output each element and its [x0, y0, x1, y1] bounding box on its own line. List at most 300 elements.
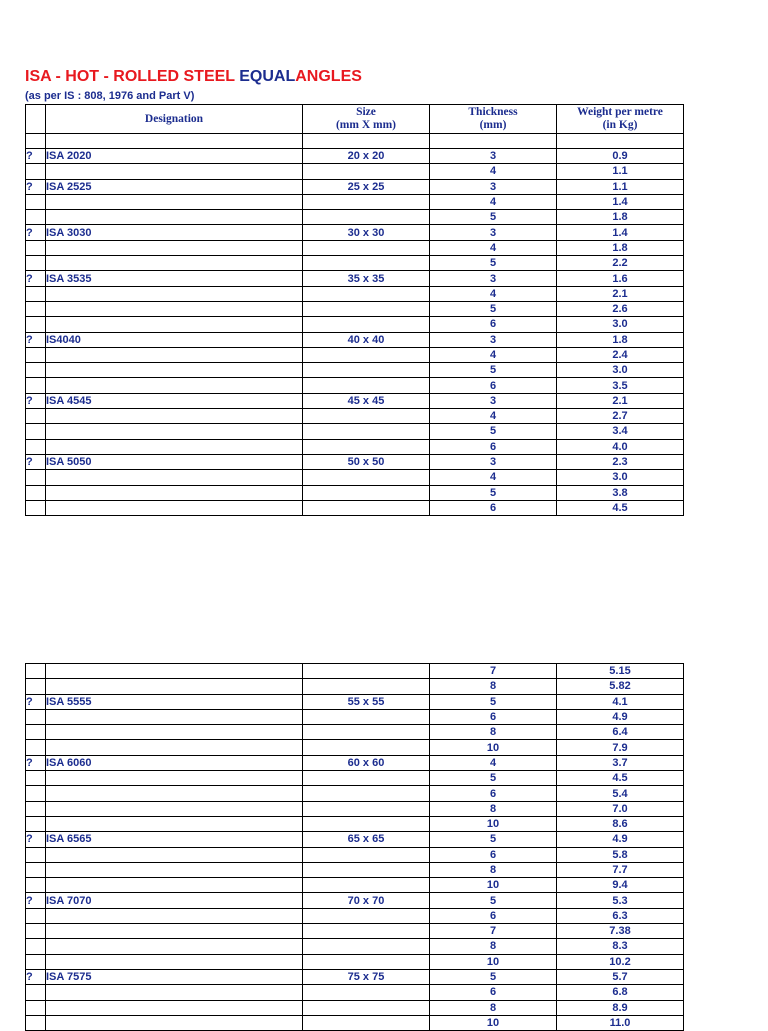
table-row: [26, 332, 684, 347]
table-row: [26, 755, 684, 770]
weight-cell: 3.0: [557, 470, 684, 485]
row-marker: [26, 786, 46, 801]
thickness-cell: 5: [430, 694, 557, 709]
designation-cell: [46, 709, 303, 724]
table-row: [26, 725, 684, 740]
designation-cell: [46, 740, 303, 755]
weight-cell: 4.5: [557, 771, 684, 786]
thickness-cell: 5: [430, 771, 557, 786]
size-cell: [303, 363, 430, 378]
designation-cell: IS4040: [46, 332, 303, 347]
designation-cell: [46, 409, 303, 424]
designation-cell: ISA 3030: [46, 225, 303, 240]
weight-cell: 4.9: [557, 832, 684, 847]
thickness-cell: 4: [430, 240, 557, 255]
designation-cell: [46, 725, 303, 740]
weight-cell: 3.0: [557, 317, 684, 332]
weight-cell: 5.7: [557, 969, 684, 984]
size-cell: 55 x 55: [303, 694, 430, 709]
size-cell: 20 x 20: [303, 149, 430, 164]
size-cell: 35 x 35: [303, 271, 430, 286]
thickness-cell: 3: [430, 271, 557, 286]
designation-cell: [46, 210, 303, 225]
thickness-cell: 10: [430, 740, 557, 755]
weight-cell: 4.9: [557, 709, 684, 724]
row-marker: [26, 924, 46, 939]
table-row: [26, 317, 684, 332]
table-row: [26, 740, 684, 755]
size-cell: [303, 378, 430, 393]
size-cell: [303, 664, 430, 679]
weight-cell: 7.38: [557, 924, 684, 939]
designation-cell: ISA 5555: [46, 694, 303, 709]
table-row: [26, 240, 684, 255]
thickness-cell: 6: [430, 439, 557, 454]
row-marker: [26, 679, 46, 694]
size-cell: [303, 679, 430, 694]
spacer-row: [26, 134, 684, 149]
thickness-cell: 4: [430, 164, 557, 179]
weight-cell: 3.4: [557, 424, 684, 439]
thickness-cell: 8: [430, 725, 557, 740]
table-row: [26, 500, 684, 515]
table-row: [26, 816, 684, 831]
row-marker: [26, 210, 46, 225]
size-cell: [303, 240, 430, 255]
thickness-cell: 6: [430, 500, 557, 515]
table-row: [26, 939, 684, 954]
row-marker: ?: [26, 969, 46, 984]
size-cell: [303, 862, 430, 877]
size-cell: [303, 286, 430, 301]
size-cell: 40 x 40: [303, 332, 430, 347]
weight-cell: 1.8: [557, 332, 684, 347]
weight-cell: 0.9: [557, 149, 684, 164]
row-marker: [26, 740, 46, 755]
table-row: [26, 878, 684, 893]
thickness-cell: 5: [430, 363, 557, 378]
designation-cell: [46, 424, 303, 439]
row-marker: [26, 1000, 46, 1015]
thickness-cell: 4: [430, 470, 557, 485]
size-cell: [303, 470, 430, 485]
row-marker: [26, 286, 46, 301]
designation-cell: [46, 847, 303, 862]
table-row: [26, 847, 684, 862]
size-cell: [303, 709, 430, 724]
weight-cell: 7.0: [557, 801, 684, 816]
weight-cell: 2.7: [557, 409, 684, 424]
row-marker: [26, 725, 46, 740]
thickness-cell: 10: [430, 878, 557, 893]
thickness-cell: 6: [430, 378, 557, 393]
weight-cell: 2.1: [557, 286, 684, 301]
row-marker: [26, 256, 46, 271]
table-row: [26, 470, 684, 485]
row-marker: [26, 954, 46, 969]
weight-cell: 3.7: [557, 755, 684, 770]
table-row: [26, 347, 684, 362]
size-cell: [303, 424, 430, 439]
weight-cell: 8.6: [557, 816, 684, 831]
thickness-cell: 4: [430, 286, 557, 301]
row-marker: [26, 500, 46, 515]
size-cell: 60 x 60: [303, 755, 430, 770]
table-row: [26, 210, 684, 225]
weight-cell: 8.3: [557, 939, 684, 954]
size-cell: [303, 500, 430, 515]
table-row: [26, 363, 684, 378]
thickness-cell: 8: [430, 862, 557, 877]
size-cell: [303, 194, 430, 209]
weight-cell: 1.1: [557, 179, 684, 194]
row-marker: ?: [26, 149, 46, 164]
subtitle: (as per IS : 808, 1976 and Part V): [25, 90, 195, 102]
weight-cell: 9.4: [557, 878, 684, 893]
designation-cell: [46, 786, 303, 801]
thickness-cell: 3: [430, 179, 557, 194]
size-cell: [303, 485, 430, 500]
header-size: Size (mm X mm): [303, 105, 430, 134]
row-marker: [26, 847, 46, 862]
thickness-cell: 5: [430, 893, 557, 908]
header-weight: Weight per metre (in Kg): [557, 105, 684, 134]
designation-cell: [46, 954, 303, 969]
size-cell: [303, 954, 430, 969]
thickness-cell: 8: [430, 679, 557, 694]
thickness-cell: 5: [430, 210, 557, 225]
designation-cell: [46, 164, 303, 179]
designation-cell: [46, 378, 303, 393]
row-marker: [26, 1015, 46, 1030]
row-marker: ?: [26, 179, 46, 194]
size-cell: 70 x 70: [303, 893, 430, 908]
designation-cell: ISA 7575: [46, 969, 303, 984]
thickness-cell: 3: [430, 393, 557, 408]
weight-cell: 8.9: [557, 1000, 684, 1015]
row-marker: [26, 801, 46, 816]
size-cell: 45 x 45: [303, 393, 430, 408]
size-cell: [303, 1000, 430, 1015]
row-marker: [26, 470, 46, 485]
table-row: [26, 908, 684, 923]
table-row: [26, 954, 684, 969]
weight-cell: 4.5: [557, 500, 684, 515]
table-row: [26, 424, 684, 439]
table-row: [26, 893, 684, 908]
table-row: [26, 832, 684, 847]
row-marker: ?: [26, 755, 46, 770]
table-row: [26, 1015, 684, 1030]
table-row: [26, 786, 684, 801]
row-marker: [26, 908, 46, 923]
weight-cell: 1.1: [557, 164, 684, 179]
table-row: [26, 409, 684, 424]
table-row: [26, 985, 684, 1000]
table-header-row: [26, 105, 684, 134]
thickness-cell: 3: [430, 332, 557, 347]
designation-cell: [46, 771, 303, 786]
row-marker: [26, 409, 46, 424]
designation-cell: [46, 286, 303, 301]
row-marker: [26, 862, 46, 877]
row-marker: ?: [26, 271, 46, 286]
thickness-cell: 7: [430, 664, 557, 679]
size-cell: [303, 347, 430, 362]
thickness-cell: 6: [430, 847, 557, 862]
weight-cell: 5.3: [557, 893, 684, 908]
size-cell: [303, 740, 430, 755]
size-cell: 75 x 75: [303, 969, 430, 984]
table-row: [26, 924, 684, 939]
designation-cell: [46, 1015, 303, 1030]
row-marker: [26, 378, 46, 393]
table-row: [26, 709, 684, 724]
row-marker: ?: [26, 454, 46, 469]
table-row: [26, 256, 684, 271]
size-cell: [303, 725, 430, 740]
weight-cell: 5.4: [557, 786, 684, 801]
weight-cell: 7.7: [557, 862, 684, 877]
row-marker: [26, 816, 46, 831]
designation-cell: [46, 878, 303, 893]
size-cell: [303, 301, 430, 316]
size-cell: [303, 771, 430, 786]
table-row: [26, 679, 684, 694]
weight-cell: 5.8: [557, 847, 684, 862]
thickness-cell: 5: [430, 969, 557, 984]
size-cell: [303, 439, 430, 454]
thickness-cell: 4: [430, 194, 557, 209]
row-marker: [26, 317, 46, 332]
steel-angles-table-2: [25, 663, 684, 1031]
size-cell: [303, 317, 430, 332]
designation-cell: [46, 317, 303, 332]
header-designation: Designation: [46, 105, 303, 134]
row-marker: ?: [26, 832, 46, 847]
weight-cell: 2.4: [557, 347, 684, 362]
table-row: [26, 164, 684, 179]
designation-cell: [46, 363, 303, 378]
table-row: [26, 485, 684, 500]
size-cell: [303, 908, 430, 923]
designation-cell: [46, 470, 303, 485]
weight-cell: 6.8: [557, 985, 684, 1000]
row-marker: ?: [26, 225, 46, 240]
thickness-cell: 3: [430, 454, 557, 469]
designation-cell: [46, 908, 303, 923]
designation-cell: [46, 240, 303, 255]
table-row: [26, 771, 684, 786]
size-cell: [303, 786, 430, 801]
weight-cell: 1.6: [557, 271, 684, 286]
table-row: [26, 301, 684, 316]
weight-cell: 2.1: [557, 393, 684, 408]
thickness-cell: 4: [430, 755, 557, 770]
designation-cell: [46, 485, 303, 500]
weight-cell: 1.4: [557, 194, 684, 209]
size-cell: [303, 985, 430, 1000]
designation-cell: [46, 194, 303, 209]
page-title: [25, 68, 362, 86]
table-row: [26, 271, 684, 286]
designation-cell: ISA 6565: [46, 832, 303, 847]
thickness-cell: 7: [430, 924, 557, 939]
weight-cell: 5.15: [557, 664, 684, 679]
row-marker: [26, 439, 46, 454]
weight-cell: 4.0: [557, 439, 684, 454]
table-row: [26, 664, 684, 679]
thickness-cell: 8: [430, 1000, 557, 1015]
thickness-cell: 8: [430, 801, 557, 816]
row-marker: ?: [26, 893, 46, 908]
weight-cell: 6.3: [557, 908, 684, 923]
thickness-cell: 5: [430, 424, 557, 439]
row-marker: [26, 301, 46, 316]
designation-cell: ISA 4545: [46, 393, 303, 408]
row-marker: ?: [26, 694, 46, 709]
designation-cell: [46, 679, 303, 694]
designation-cell: [46, 985, 303, 1000]
weight-cell: 10.2: [557, 954, 684, 969]
thickness-cell: 6: [430, 317, 557, 332]
row-marker: ?: [26, 393, 46, 408]
size-cell: [303, 816, 430, 831]
designation-cell: ISA 2020: [46, 149, 303, 164]
weight-cell: 1.8: [557, 210, 684, 225]
table-row: [26, 801, 684, 816]
thickness-cell: 6: [430, 908, 557, 923]
designation-cell: [46, 816, 303, 831]
table-row: [26, 378, 684, 393]
thickness-cell: 6: [430, 709, 557, 724]
weight-cell: 6.4: [557, 725, 684, 740]
designation-cell: [46, 439, 303, 454]
table-row: [26, 149, 684, 164]
thickness-cell: 10: [430, 1015, 557, 1030]
designation-cell: ISA 6060: [46, 755, 303, 770]
size-cell: [303, 878, 430, 893]
size-cell: 50 x 50: [303, 454, 430, 469]
size-cell: 25 x 25: [303, 179, 430, 194]
designation-cell: ISA 2525: [46, 179, 303, 194]
row-marker: [26, 424, 46, 439]
weight-cell: 3.5: [557, 378, 684, 393]
row-marker: [26, 664, 46, 679]
weight-cell: 1.4: [557, 225, 684, 240]
thickness-cell: 3: [430, 149, 557, 164]
size-cell: [303, 801, 430, 816]
table-row: [26, 1000, 684, 1015]
designation-cell: ISA 3535: [46, 271, 303, 286]
row-marker: [26, 709, 46, 724]
table-row: [26, 194, 684, 209]
weight-cell: 7.9: [557, 740, 684, 755]
weight-cell: 2.2: [557, 256, 684, 271]
designation-cell: ISA 5050: [46, 454, 303, 469]
designation-cell: [46, 664, 303, 679]
table-row: [26, 969, 684, 984]
designation-cell: [46, 1000, 303, 1015]
table-row: [26, 393, 684, 408]
designation-cell: [46, 939, 303, 954]
steel-angles-table-1: [25, 104, 684, 516]
designation-cell: [46, 347, 303, 362]
row-marker: [26, 164, 46, 179]
table-row: [26, 225, 684, 240]
table-row: [26, 454, 684, 469]
row-marker: [26, 240, 46, 255]
thickness-cell: 10: [430, 816, 557, 831]
weight-cell: 5.82: [557, 679, 684, 694]
weight-cell: 3.8: [557, 485, 684, 500]
size-cell: [303, 164, 430, 179]
thickness-cell: 10: [430, 954, 557, 969]
size-cell: 30 x 30: [303, 225, 430, 240]
thickness-cell: 6: [430, 985, 557, 1000]
row-marker: [26, 985, 46, 1000]
row-marker: [26, 878, 46, 893]
table-row: [26, 439, 684, 454]
table-row: [26, 286, 684, 301]
size-cell: 65 x 65: [303, 832, 430, 847]
size-cell: [303, 924, 430, 939]
designation-cell: [46, 801, 303, 816]
row-marker: [26, 347, 46, 362]
thickness-cell: 5: [430, 301, 557, 316]
row-marker: ?: [26, 332, 46, 347]
row-marker: [26, 194, 46, 209]
size-cell: [303, 939, 430, 954]
row-marker: [26, 485, 46, 500]
weight-cell: 3.0: [557, 363, 684, 378]
header-thickness: Thickness (mm): [430, 105, 557, 134]
weight-cell: 2.3: [557, 454, 684, 469]
header-marker-cell: [26, 105, 46, 134]
title-part-3: ANGLES: [295, 68, 362, 85]
designation-cell: [46, 500, 303, 515]
designation-cell: [46, 862, 303, 877]
table-row: [26, 862, 684, 877]
thickness-cell: 3: [430, 225, 557, 240]
designation-cell: [46, 924, 303, 939]
thickness-cell: 6: [430, 786, 557, 801]
row-marker: [26, 363, 46, 378]
size-cell: [303, 256, 430, 271]
table-row: [26, 694, 684, 709]
weight-cell: 2.6: [557, 301, 684, 316]
thickness-cell: 5: [430, 832, 557, 847]
size-cell: [303, 847, 430, 862]
size-cell: [303, 1015, 430, 1030]
weight-cell: 1.8: [557, 240, 684, 255]
designation-cell: ISA 7070: [46, 893, 303, 908]
title-part-1: ISA - HOT - ROLLED STEEL: [25, 68, 240, 85]
row-marker: [26, 771, 46, 786]
weight-cell: 4.1: [557, 694, 684, 709]
size-cell: [303, 210, 430, 225]
designation-cell: [46, 256, 303, 271]
thickness-cell: 4: [430, 347, 557, 362]
weight-cell: 11.0: [557, 1015, 684, 1030]
thickness-cell: 4: [430, 409, 557, 424]
thickness-cell: 5: [430, 485, 557, 500]
thickness-cell: 5: [430, 256, 557, 271]
thickness-cell: 8: [430, 939, 557, 954]
row-marker: [26, 939, 46, 954]
size-cell: [303, 409, 430, 424]
designation-cell: [46, 301, 303, 316]
